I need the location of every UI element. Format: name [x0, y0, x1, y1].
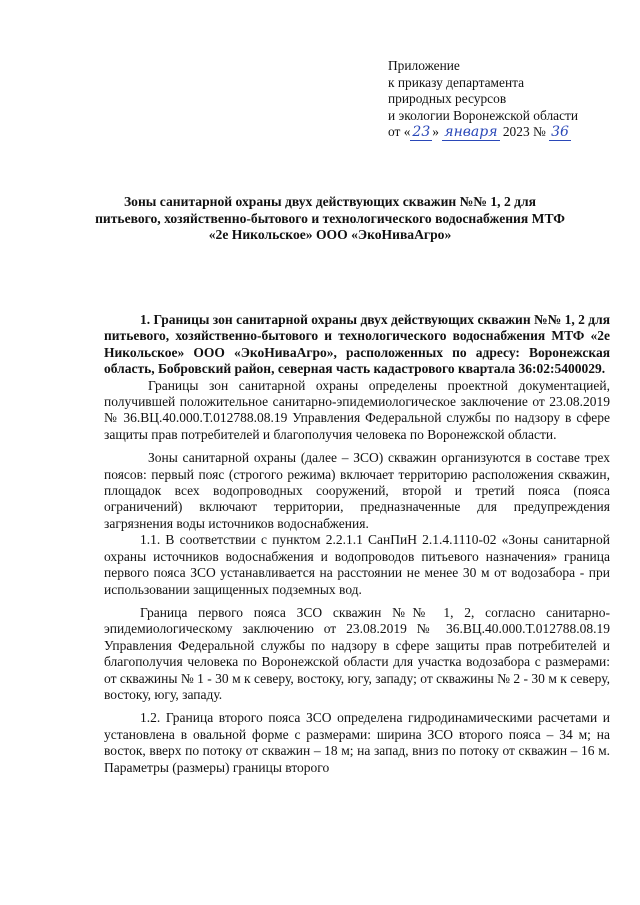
annex-line-3: природных ресурсов — [388, 91, 507, 107]
paragraph-3: 1.1. В соответствии с пунктом 2.2.1.1 СанПиН 2.1.4.1110-02 «Зоны санитарной охраны источников водоснабжения и водопроводов питьевого назначения» граница первого пояса ЗСО устанавливается на расстоянии не менее 30 м от водозабора - при использовании защищенных подземных вод. — [104, 532, 610, 597]
date-mid: » — [432, 124, 443, 140]
annex-line-2: к приказу департамента — [388, 74, 525, 90]
annex-date-line — [388, 124, 628, 141]
annex-line-4: и экологии Воронежской области — [388, 107, 579, 123]
paragraph-2: Зоны санитарной охраны (далее – ЗСО) скважин организуются в составе трех поясов: первый пояс (строгого режима) включает территорию расположения скважин, площадок всех водопроводных сооружений, второй и третий пояса (пояса ограничений) включают территории, предназначенные для предупреждения загрязнения воды источников водоснабжения. — [104, 450, 610, 531]
paragraph-4: Граница первого пояса ЗСО скважин №№ 1, 2, согласно санитарно-эпидемиологическому заключению от 23.08.2019 № 36.ВЦ.40.000.Т.012788.08.19 Управления Федеральной службы по надзору в сфере защиты прав потребителей и благополучия человека по Воронежской области для участка водозабора с размерами: от скважины № 1 - 30 м к северу, востоку, югу, западу; от скважины № 2 - 30 м к северу, востоку, югу, западу. — [104, 604, 610, 702]
annex-line-1: Приложение — [388, 58, 460, 73]
date-prefix: от « — [388, 124, 411, 140]
paragraph-5: 1.2. Граница второго пояса ЗСО определена гидродинамическими расчетами и установлена в овальной форме с размерами: ширина ЗСО второго пояса – 34 м; на восток, вверх по потоку от скважин – 18 м; на запад, вниз по потоку от скважин – 16 м. Параметры (размеры) границы второго — [104, 710, 610, 775]
document-body — [104, 312, 610, 776]
document-title: Зоны санитарной охраны двух действующих скважин №№ 1, 2 для питьевого, хозяйственно-бытового и технологического водоснабжения МТФ «2е Никольское» ООО «ЭкоНиваАгро» — [95, 194, 565, 243]
paragraph-1: Границы зон санитарной охраны определены проектной документацией, получившей положительное санитарно-эпидемиологическое заключение от 23.08.2019 № 36.ВЦ.40.000.Т.012788.08.19 Управления Федеральной службы по надзору в сфере защиты прав потребителей и благополучия человека по Воронежской области. — [104, 377, 610, 442]
annex-block — [388, 58, 628, 141]
handwritten-month: января — [444, 124, 498, 141]
handwritten-order-number: 36 — [551, 124, 569, 141]
section-1-heading: 1. Границы зон санитарной охраны двух действующих скважин №№ 1, 2 для питьевого, хозяйственно-бытового и технологического водоснабжения МТФ «2е Никольское» ООО «ЭкоНиваАгро», расположенных по адресу: Воронежская область, Бобровский район, северная часть кадастрового квартала 36:02:5400029. — [104, 312, 610, 377]
date-year: 2023 № — [499, 124, 550, 140]
handwritten-day: 23 — [412, 124, 431, 141]
